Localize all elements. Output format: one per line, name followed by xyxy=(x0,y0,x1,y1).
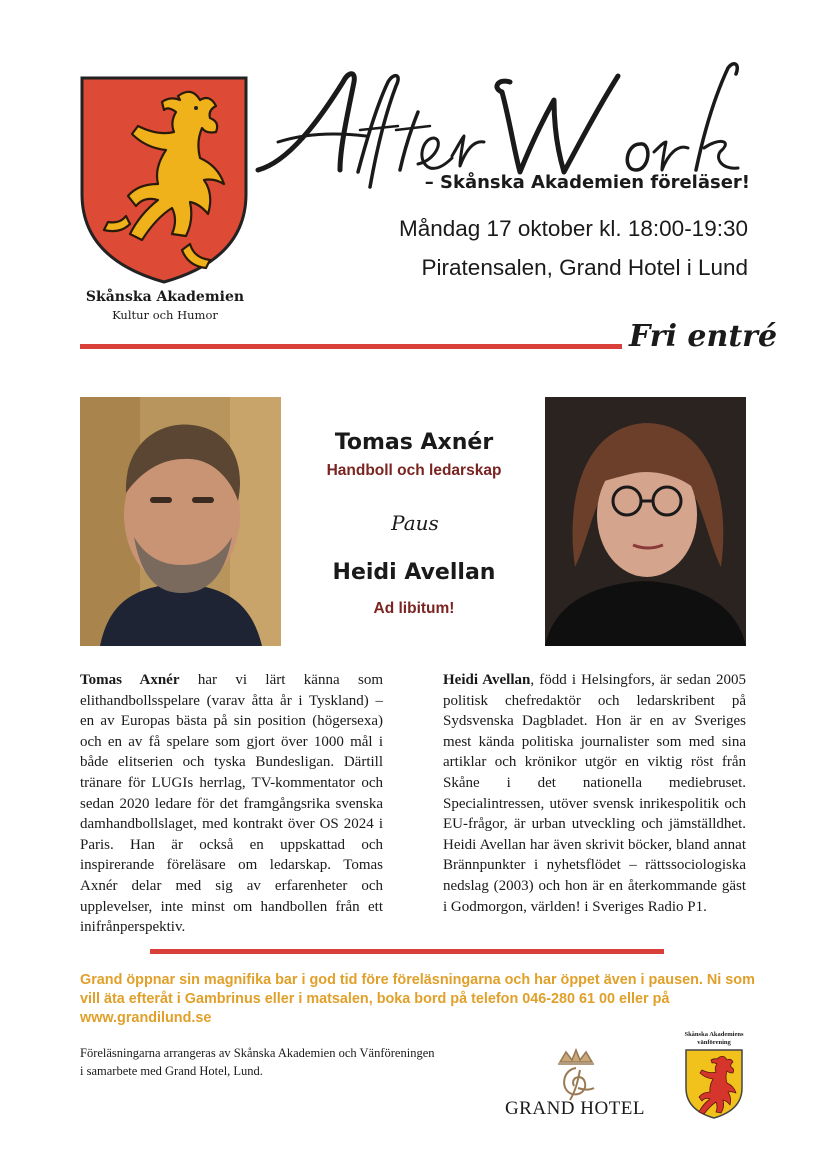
vanforening-label-1: Skånska Akademiens xyxy=(684,1031,744,1038)
vanforening-label xyxy=(676,1031,752,1046)
subtitle: – Skånska Akademien föreläser! xyxy=(424,172,750,193)
bio-heidi xyxy=(443,670,746,917)
speaker-photo-heidi xyxy=(545,397,746,646)
free-entry-label xyxy=(625,312,778,358)
credits-line-1: Föreläsningarna arrangeras av Skånska Akademien och Vänföreningen xyxy=(80,1046,435,1060)
bio-tomas-text: har vi lärt känna som elithandbollsspelare (varav åtta år i Tyskland) – en av Europas bästa på sin position (högersexa) och en av få spelare som gjort över 1000 mål i både elitserien och tyska Bundesligan. Därtill tränare för LUGIs herrlag, TV-kommentator och sedan 2020 ledare för det framgångsrika svenska damhandbollslaget, med kontrakt över OS 2024 i Paris. Han är också en uppskattad och inspirerande föreläsare om ledarskap. Tomas Axnér delar med sig av erfarenheter och upplevelser, inte minst om handbollen från ett inifrånperspektiv. xyxy=(80,672,383,936)
org-subtitle: Kultur och Humor xyxy=(112,308,218,322)
bio-heidi-name: Heidi Avellan xyxy=(443,672,531,688)
speaker-2-name: Heidi Avellan xyxy=(332,560,496,585)
speaker-2-topic: Ad libitum! xyxy=(373,600,455,617)
speaker-photo-tomas xyxy=(80,397,281,646)
bio-heidi-text: , född i Helsingfors, är sedan 2005 politisk chefredaktör och ledarskribent på Sydsvenska Dagbladet. Hon är en av Sveriges mest kända politiska journalister som med sina artiklar och krönikor utgör en viktig röst från Skåne i det nationella mediebruset. Specialintressen, utöver svensk inrikespolitik och EU-frågor, är urban utveckling och jämställdhet. Heidi Avellan har även skrivit böcker, bland annat Brännpunkter i nyhetsflödet – rättssociologiska nedslag (2003) och hon är en återkommande gäst i Godmorgon, världen! i Sveriges Radio P1. xyxy=(443,672,746,915)
speaker-1-topic: Handboll och ledarskap xyxy=(326,462,502,479)
grand-hotel-name: GRAND HOTEL xyxy=(504,1098,646,1119)
svg-text:Fri entré: Fri entré xyxy=(629,319,778,354)
org-name: Skånska Akademien xyxy=(85,289,245,305)
event-venue: Piratensalen, Grand Hotel i Lund xyxy=(421,255,748,280)
svg-text:Paus: Paus xyxy=(391,511,439,535)
event-date: Måndag 17 oktober kl. 18:00-19:30 xyxy=(399,216,748,241)
vanforening-crest-icon xyxy=(684,1048,744,1120)
vanforening-label-2: vänförening xyxy=(697,1038,731,1046)
skanska-akademien-crest-icon xyxy=(78,74,250,286)
paus-label xyxy=(370,504,460,540)
bio-tomas-name: Tomas Axnér xyxy=(80,672,180,688)
credits-line-2: i samarbete med Grand Hotel, Lund. xyxy=(80,1064,263,1078)
bio-tomas xyxy=(80,670,383,938)
credits xyxy=(80,1044,520,1080)
bar-notice: Grand öppnar sin magnifika bar i god tid före föreläsningarna och har öppet även i pausen. Ni som vill äta efteråt i Gambrinus eller i matsalen, boka bord på telefon 046-280 61 00 eller på www.grandilund.se xyxy=(80,972,755,1026)
divider-top xyxy=(80,344,622,349)
speaker-1-name: Tomas Axnér xyxy=(334,430,494,455)
grand-hotel-crown-icon xyxy=(540,1048,612,1104)
divider-bottom xyxy=(150,949,664,954)
